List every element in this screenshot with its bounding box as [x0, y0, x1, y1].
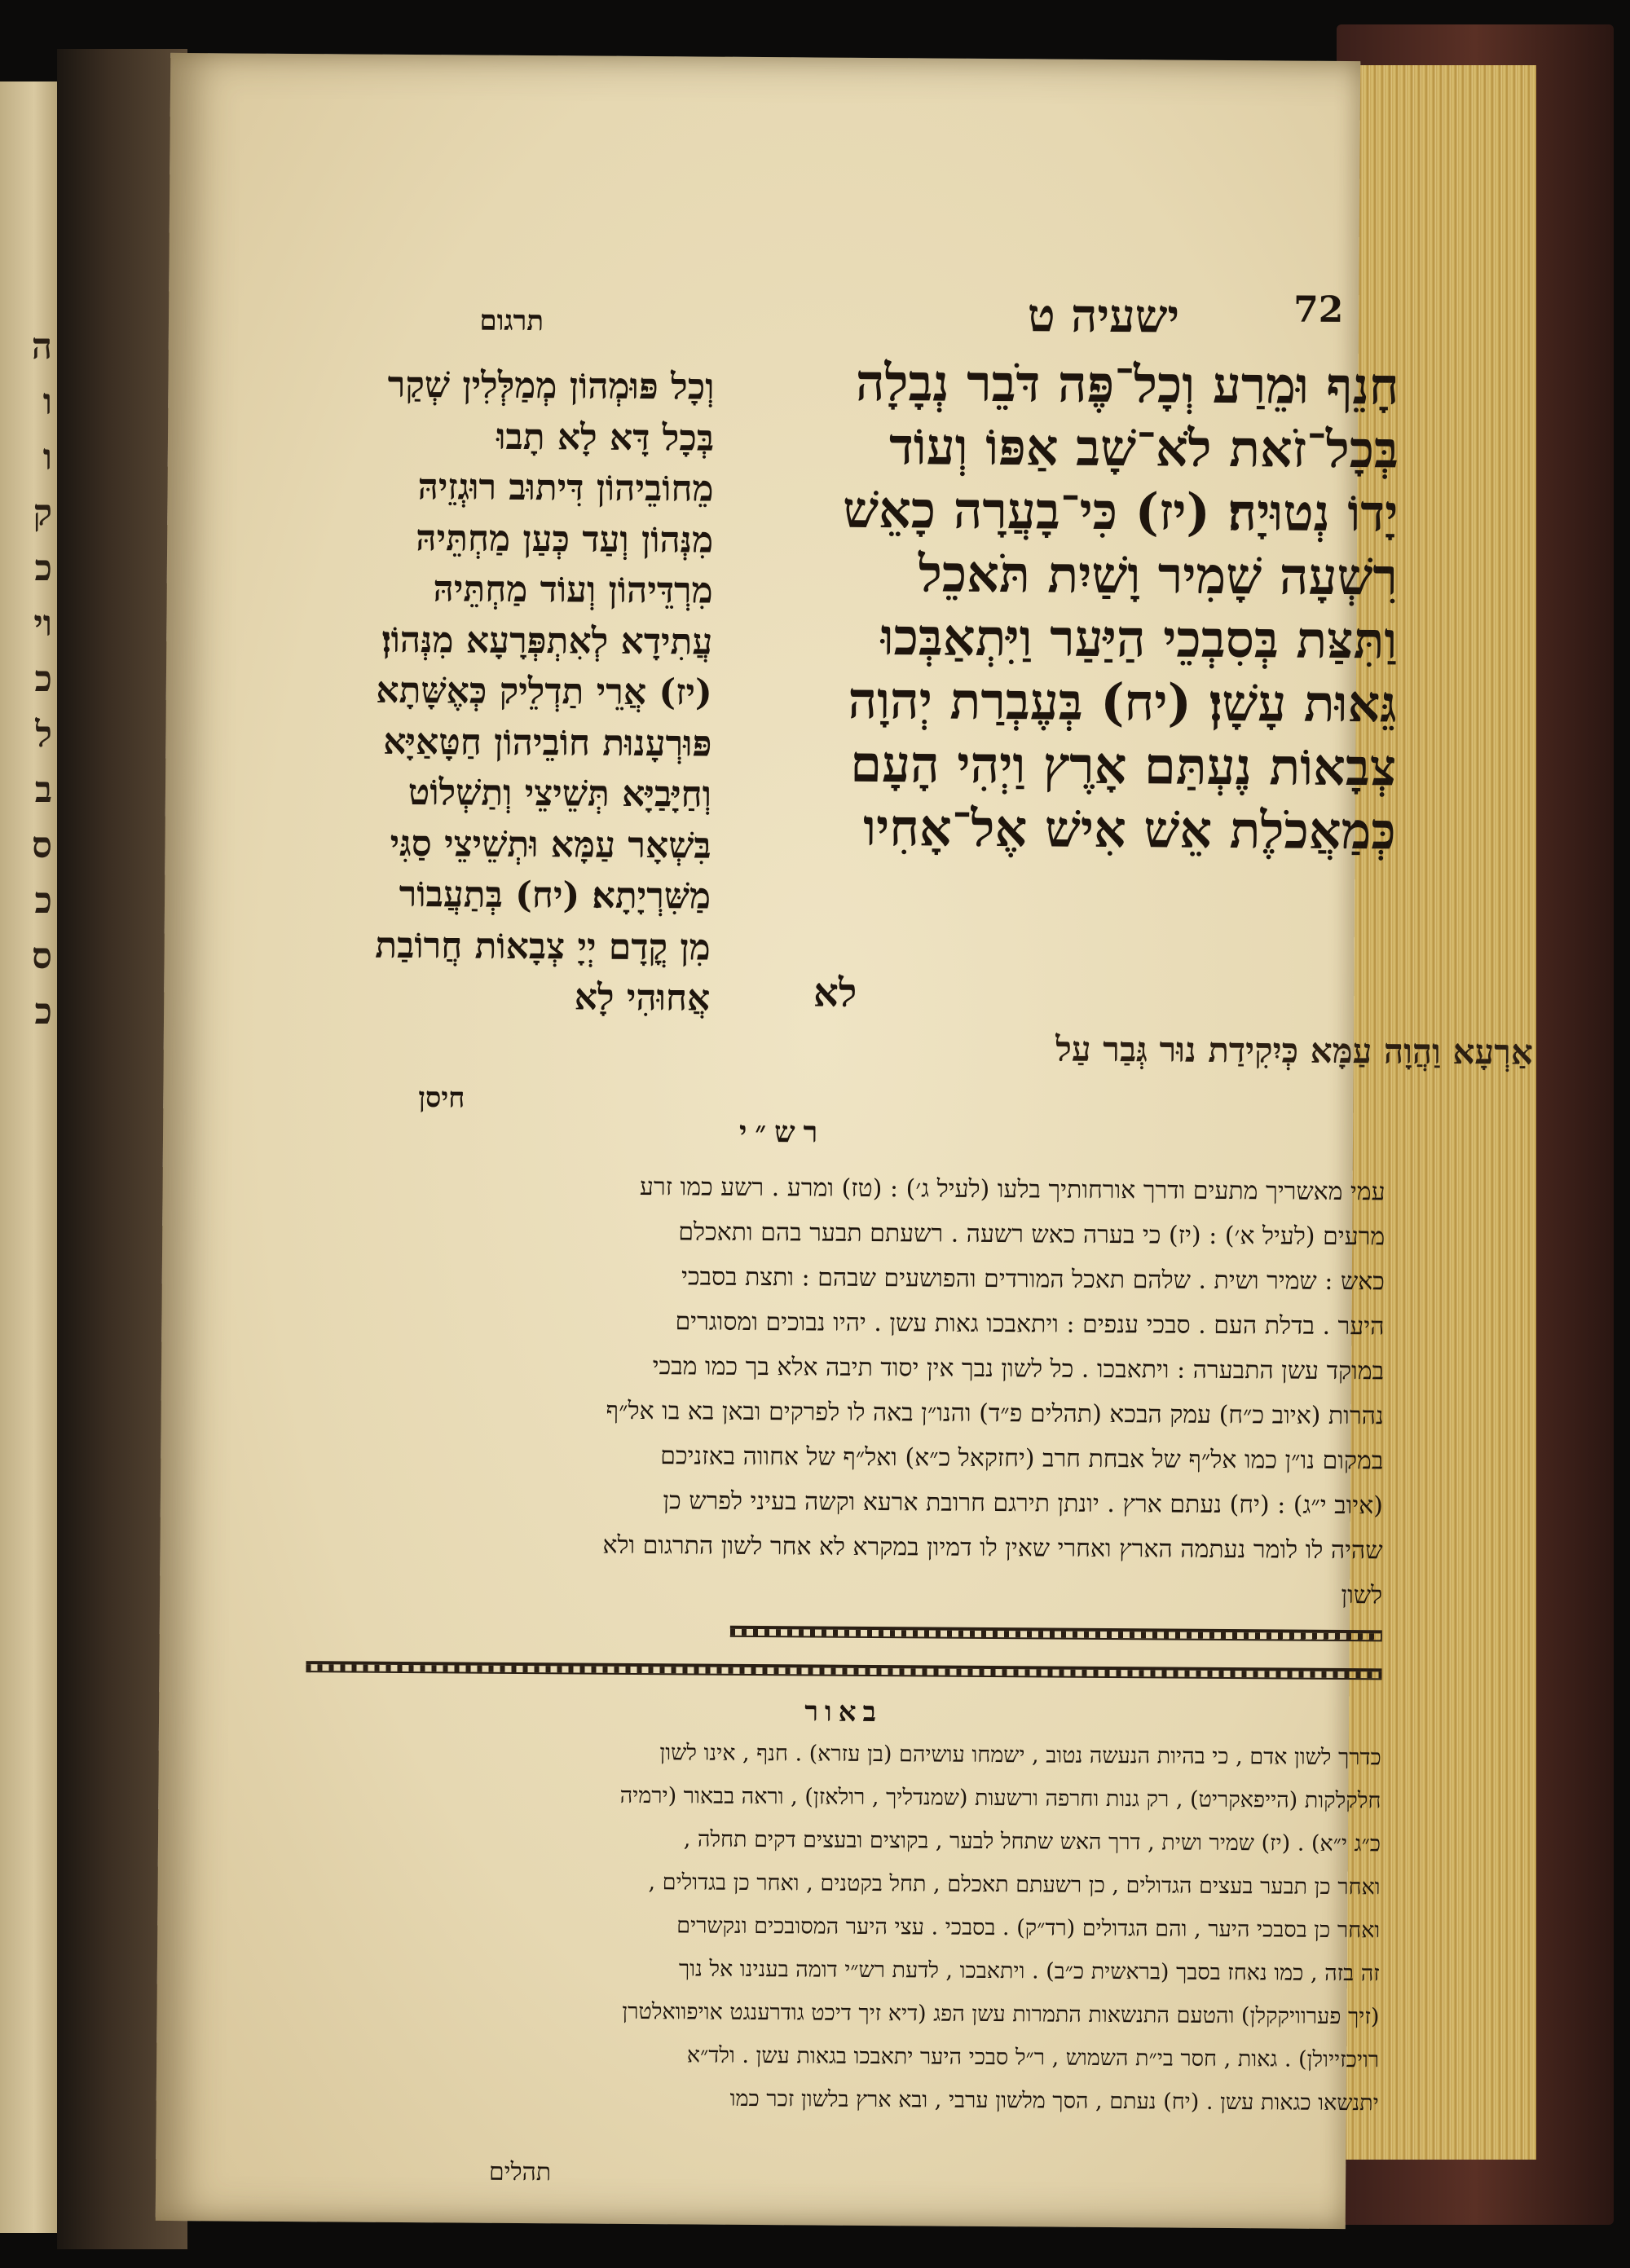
rashi-line: (איוב י״ג) : (יח) נעתם ארץ . יונתן תירגם חרובת ארעא וקשה בעיני לפרש כן	[663, 1486, 1384, 1521]
left-page-fragment: כ	[34, 548, 52, 589]
main-text-line: בְּכָל־זֹאת לֹא־שָׁב אַפּוֹ וְעוֹד	[888, 416, 1399, 480]
main-catchword: לא	[813, 970, 857, 1016]
rashi-header: רש״י	[738, 1114, 826, 1150]
left-page-fragment: כ	[34, 658, 52, 700]
targum-line: וְחַיָּבַיָּא תְּשֵׁיצֵי וְתַשְׁלוֹט	[408, 771, 712, 816]
biur-line: (זיך פערוויקקלן) והטעם התנשאות התמרות עשן הפג (דיא זיך דיכט גודרענגט אויפוואלטרן	[622, 1998, 1380, 2030]
rashi-line: עמי מאשריך מתעים ודרך אורחותיך בלעו (לעיל ג׳) : (טז) ומרע . רשע כמו זרע	[639, 1172, 1386, 1207]
main-text-line: כְּמַאֲכֹלֶת אֵשׁ אִישׁ אֶל־אָחִיו	[862, 797, 1396, 861]
rashi-catchword: לשון	[1341, 1581, 1383, 1610]
left-page-edge	[0, 81, 57, 2233]
left-page-fragment: ו	[42, 381, 52, 423]
biur-line: כ״ג י״א) . (יז) שמיר ושית , דרך האש שתחל לבער , בקוצים ובעצים דקים תחלה ,	[683, 1826, 1381, 1857]
left-page-fragment: כ	[34, 880, 52, 922]
main-text-line: צְבָאוֹת נֶעְתַּם אָרֶץ וַיְהִי הָעָם	[849, 733, 1397, 798]
rashi-line: מרעים (לעיל א׳) : (יז) כי בערה כאש רשעה . רשעתם תבער בהם ותאכלם	[678, 1218, 1386, 1252]
targum-label: תרגום	[479, 304, 544, 338]
targum-running-line: אַרְעָא וַהֲוָה עַמָּא כְּיִקִידַת נוּר גְּבַר עַל	[1055, 1028, 1533, 1072]
biur-line: כדרך לשון אדם , כי בהיות הנעשה נטוב , ישמחו עושיהם (בן עזרא) . חנף , אינו לשון	[659, 1740, 1381, 1771]
main-text-line: חָנֵף וּמֵרַע וְכָל־פֶּה דֹּבֵר נְבָלָה	[855, 352, 1399, 416]
book-page	[156, 53, 1533, 2229]
ornamental-divider	[306, 1661, 1381, 1680]
targum-line: אֲחוּהִי לָא	[574, 976, 711, 1019]
targum-text	[278, 359, 715, 1024]
biur-commentary	[303, 1729, 1381, 2125]
biur-line: רויכזייולן) . גאות , חסר בי״ת השמוש , ר״ל סבכי היער יתאבכו בגאות עשן . ולד״א	[686, 2042, 1380, 2073]
targum-line: מֵחוֹבֵיהוֹן דִּיתוּב רוּגְזֵיהּ	[417, 466, 714, 510]
targum-line: מִנְּהוֹן וְעַד כְּעַן מַחְתֵּיהּ	[416, 517, 714, 561]
biur-line: זה בזה , כמו נאחז בסבך (בראשית כ״ב) . ויתאבכו , לדעת רש״י דומה בענינו אל נוך	[678, 1956, 1380, 1987]
targum-line: מַשִּׁרְיָתָא׃ (יח) בְּתַעֲבוֹר	[399, 873, 711, 918]
main-text-line: רִשְׁעָה שָׁמִיר וָשַׁיִת תֹּאכֵל	[918, 544, 1399, 607]
left-page-fragment: ק	[33, 492, 52, 534]
rashi-line: נהרות (איוב כ״ח) עמק הבכא (תהלים פ״ד) והנו״ן באה לו לפרקים ובאן בא בו אל״ף	[606, 1396, 1384, 1431]
main-text-line: גֵּאוּת עָשָׁן׃ (יח) בְּעֶבְרַת יְהוָה	[848, 670, 1398, 734]
page-number: 72	[1293, 288, 1344, 331]
left-page-fragment: ו	[42, 437, 52, 478]
targum-line: וְכָל פּוּמְהוֹן מְמַלְּלִין שְׁקַר	[387, 363, 715, 408]
targum-line: (יז) אֲרֵי תַדְלֵיק כְּאֶשָּׁתָא	[376, 669, 713, 714]
left-page-fragment: וי	[33, 603, 52, 645]
rashi-line: כאש : שמיר ושית . שלהם תאכל המורדים והפושעים שבהם : ותצת בסבכי	[681, 1262, 1385, 1297]
biur-header: באור	[804, 1695, 883, 1729]
ornamental-divider	[730, 1626, 1382, 1642]
rashi-commentary	[298, 1162, 1386, 1618]
book-title: ישעיה ט	[1027, 288, 1180, 344]
biur-line: ואחר כן בסבכי היער , והם הגדולים (רד״ק) . בסבכי . עצי היער המסובכים ונקשרים	[676, 1913, 1381, 1944]
main-text-line: וַתִּצַּת בְּסִבְכֵי הַיַּעַר וַיִּתְאַבְּכוּ	[880, 607, 1398, 671]
targum-line: מִרְדֵּיהוֹן וְעוֹד מַחְתֵּיהּ	[433, 568, 713, 612]
targum-line: עֲתִידָא לְאִתְפְּרָעָא מִנְּהוֹן׃	[381, 619, 713, 663]
biur-catchword: תהלים	[488, 2157, 552, 2187]
main-text-line: יָדוֹ נְטוּיָה׃ (יז) כִּי־בָעֲרָה כָאֵשׁ	[842, 479, 1399, 544]
targum-catchword: חיסן	[418, 1081, 465, 1115]
left-page-fragment: ב	[34, 769, 52, 811]
biur-line: חלקלקות (הייפאקריט) , רק גנות וחרפה ורשעות (שמנדליך , רולאזן) , וראה בבאור (ירמיה	[619, 1782, 1381, 1814]
biur-line: ואחר כן תבער בעצים הגדולים , כן רשעתם תאכלם , תחל בקטנים , ואחר כן בגדולים ,	[648, 1869, 1381, 1900]
main-hebrew-text	[711, 350, 1399, 864]
left-page-fragment: ס	[31, 936, 52, 977]
targum-line: בִּשְׁאָר עַמָּא וּתְשֵׁיצֵי סַגִּי	[390, 822, 711, 867]
rashi-line: שהיה לו לומר נעתמה הארץ ואחרי שאין לו דמיון במקרא לא אחר לשון התרגום ולא	[602, 1530, 1383, 1566]
biur-line: יתנשאו כגאות עשן . (יח) נעתם , הסך מלשון ערבי , ובא ארץ בלשון זכר כמו	[729, 2085, 1379, 2116]
rashi-line: במוקד עשן התבערה : ויתאבכו . כל לשון נבך אין יסוד תיבה אלא בך כמו מבכי	[652, 1352, 1385, 1386]
targum-line: מִן קֳדָם יְיָ צְבָאוֹת חֲרוֹבַת	[375, 924, 711, 969]
left-page-fragment: ה	[31, 326, 52, 368]
left-page-fragment: כ	[34, 991, 52, 1033]
targum-line: פּוּרְעָנוּת חוֹבֵיהוֹן חַטָּאַיָּא	[383, 720, 712, 765]
left-page-fragment: ס	[31, 825, 52, 866]
targum-line: בְּכָל דָּא לָא תָבוּ	[496, 416, 715, 460]
rashi-line: במקום נו״ן כמו אל״ף של אבחת חרב (יחזקאל כ״א) ואל״ף של אחווה באזניכם	[660, 1442, 1384, 1476]
left-page-fragment: ל	[35, 714, 52, 755]
rashi-line: היער . בדלת העם . סבכי ענפים : ויתאבכו גאות עשן . יהיו נבוכים ומסוגרים	[675, 1307, 1385, 1341]
